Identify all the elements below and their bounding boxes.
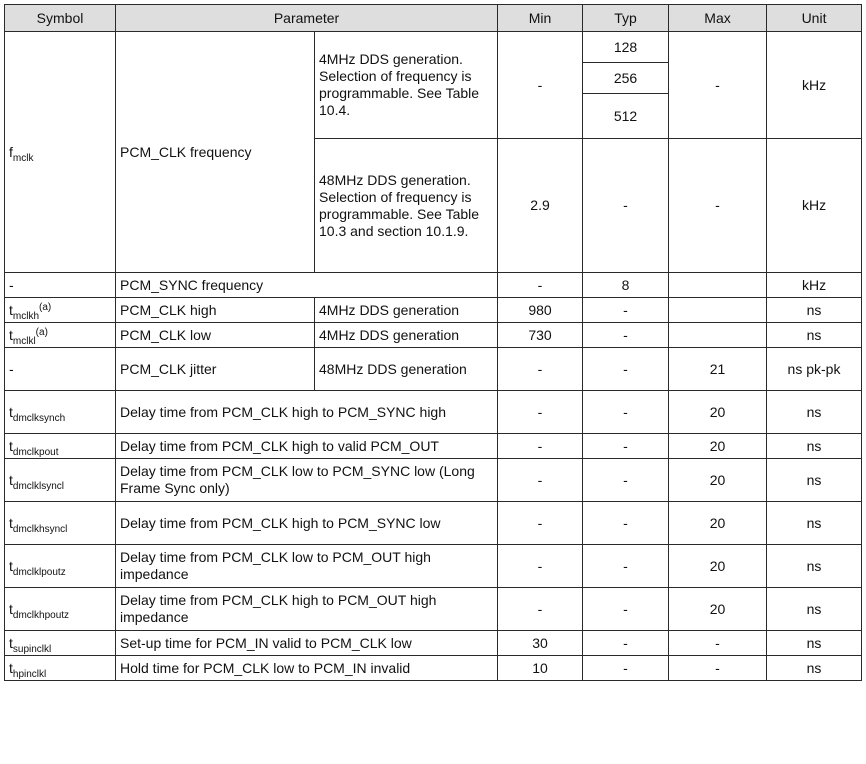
parameter-cell: Delay time from PCM_CLK high to PCM_SYNC low <box>116 502 498 545</box>
header-unit: Unit <box>767 5 862 32</box>
parameter-cell: Hold time for PCM_CLK low to PCM_IN invalid <box>116 656 498 681</box>
typ-cell: 128 <box>583 32 669 63</box>
unit-cell: ns <box>767 656 862 681</box>
symbol-cell: - <box>5 273 116 298</box>
typ-cell: - <box>583 459 669 502</box>
max-cell: 20 <box>669 502 767 545</box>
max-cell <box>669 323 767 348</box>
table-row <box>5 391 862 434</box>
symbol-cell: $t_{supinclkl}$ <box>5 631 116 656</box>
parameter-cell: Delay time from PCM_CLK low to PCM_OUT high impedance <box>116 545 498 588</box>
max-cell <box>669 298 767 323</box>
min-cell: - <box>498 273 583 298</box>
max-cell: 20 <box>669 588 767 631</box>
header-min: Min <box>498 5 583 32</box>
symbol-cell: $t_{dmclksynch}$ <box>5 391 116 434</box>
typ-cell: - <box>583 298 669 323</box>
table-row <box>5 32 862 63</box>
max-cell: - <box>669 32 767 139</box>
parameter-cell: PCM_CLK frequency <box>116 32 315 273</box>
header-symbol: Symbol <box>5 5 116 32</box>
unit-cell: ns <box>767 434 862 459</box>
parameter-cell: Delay time from PCM_CLK high to valid PCM_OUT <box>116 434 498 459</box>
max-cell <box>669 273 767 298</box>
symbol-cell: - <box>5 348 116 391</box>
min-cell: - <box>498 348 583 391</box>
parameter-cell: Delay time from PCM_CLK low to PCM_SYNC low (Long Frame Sync only) <box>116 459 498 502</box>
unit-cell: ns <box>767 323 862 348</box>
min-cell: - <box>498 502 583 545</box>
typ-cell: - <box>583 323 669 348</box>
unit-cell: kHz <box>767 139 862 273</box>
condition-cell: 48MHz DDS generation <box>315 348 498 391</box>
symbol-cell: $t_{hpinclkl}$ <box>5 656 116 681</box>
table-row <box>5 502 862 545</box>
table-row <box>5 545 862 588</box>
symbol-cell: $t_{dmclkhpoutz}$ <box>5 588 116 631</box>
unit-cell: ns <box>767 588 862 631</box>
unit-cell: ns <box>767 502 862 545</box>
typ-cell: - <box>583 434 669 459</box>
max-cell: 20 <box>669 459 767 502</box>
condition-cell: 4MHz DDS generation <box>315 298 498 323</box>
typ-cell: - <box>583 656 669 681</box>
typ-cell: - <box>583 391 669 434</box>
min-cell: 10 <box>498 656 583 681</box>
parameter-cell: PCM_CLK high <box>116 298 315 323</box>
min-cell: 30 <box>498 631 583 656</box>
max-cell: 20 <box>669 391 767 434</box>
parameter-cell: Delay time from PCM_CLK high to PCM_SYNC high <box>116 391 498 434</box>
min-cell: - <box>498 434 583 459</box>
typ-cell: - <box>583 139 669 273</box>
typ-cell: - <box>583 502 669 545</box>
unit-cell: kHz <box>767 273 862 298</box>
condition-cell: 48MHz DDS generation. Selection of frequency is programmable. See Table 10.3 and section 10.1.9. <box>315 139 498 273</box>
symbol-cell: $f_{mclk}$ <box>5 32 116 273</box>
typ-cell: 256 <box>583 63 669 94</box>
table-row <box>5 588 862 631</box>
min-cell: - <box>498 545 583 588</box>
typ-cell: - <box>583 631 669 656</box>
condition-cell: 4MHz DDS generation. Selection of frequency is programmable. See Table 10.4. <box>315 32 498 139</box>
symbol-cell: $t_{dmclklsyncl}$ <box>5 459 116 502</box>
unit-cell: ns pk-pk <box>767 348 862 391</box>
parameter-cell: PCM_SYNC frequency <box>116 273 498 298</box>
typ-cell: - <box>583 588 669 631</box>
table-row <box>5 298 862 323</box>
parameter-cell: PCM_CLK jitter <box>116 348 315 391</box>
symbol-cell: $t_{mclkh}^{(a)}$ <box>5 298 116 323</box>
table-row <box>5 434 862 459</box>
typ-cell: 8 <box>583 273 669 298</box>
header-max: Max <box>669 5 767 32</box>
unit-cell: ns <box>767 545 862 588</box>
header-parameter: Parameter <box>116 5 498 32</box>
unit-cell: kHz <box>767 32 862 139</box>
table-row <box>5 656 862 681</box>
min-cell: 2.9 <box>498 139 583 273</box>
max-cell: 20 <box>669 545 767 588</box>
table-row <box>5 631 862 656</box>
table-row <box>5 348 862 391</box>
max-cell: - <box>669 656 767 681</box>
unit-cell: ns <box>767 459 862 502</box>
min-cell: - <box>498 588 583 631</box>
header-row <box>5 5 862 32</box>
table-row <box>5 273 862 298</box>
unit-cell: ns <box>767 631 862 656</box>
symbol-cell: $t_{mclkl}^{(a)}$ <box>5 323 116 348</box>
table-row <box>5 459 862 502</box>
parameter-cell: PCM_CLK low <box>116 323 315 348</box>
max-cell: - <box>669 139 767 273</box>
min-cell: - <box>498 391 583 434</box>
min-cell: - <box>498 459 583 502</box>
table-row <box>5 323 862 348</box>
parameter-cell: Set-up time for PCM_IN valid to PCM_CLK low <box>116 631 498 656</box>
typ-cell: - <box>583 545 669 588</box>
min-cell: 730 <box>498 323 583 348</box>
max-cell: 20 <box>669 434 767 459</box>
unit-cell: ns <box>767 391 862 434</box>
unit-cell: ns <box>767 298 862 323</box>
timing-spec-table <box>4 4 862 681</box>
min-cell: 980 <box>498 298 583 323</box>
symbol-cell: $t_{dmclkpout}$ <box>5 434 116 459</box>
max-cell: 21 <box>669 348 767 391</box>
max-cell: - <box>669 631 767 656</box>
header-typ: Typ <box>583 5 669 32</box>
symbol-cell: $t_{dmclkhsyncl}$ <box>5 502 116 545</box>
parameter-cell: Delay time from PCM_CLK high to PCM_OUT high impedance <box>116 588 498 631</box>
min-cell: - <box>498 32 583 139</box>
condition-cell: 4MHz DDS generation <box>315 323 498 348</box>
typ-cell: 512 <box>583 94 669 139</box>
typ-cell: - <box>583 348 669 391</box>
symbol-cell: $t_{dmclklpoutz}$ <box>5 545 116 588</box>
